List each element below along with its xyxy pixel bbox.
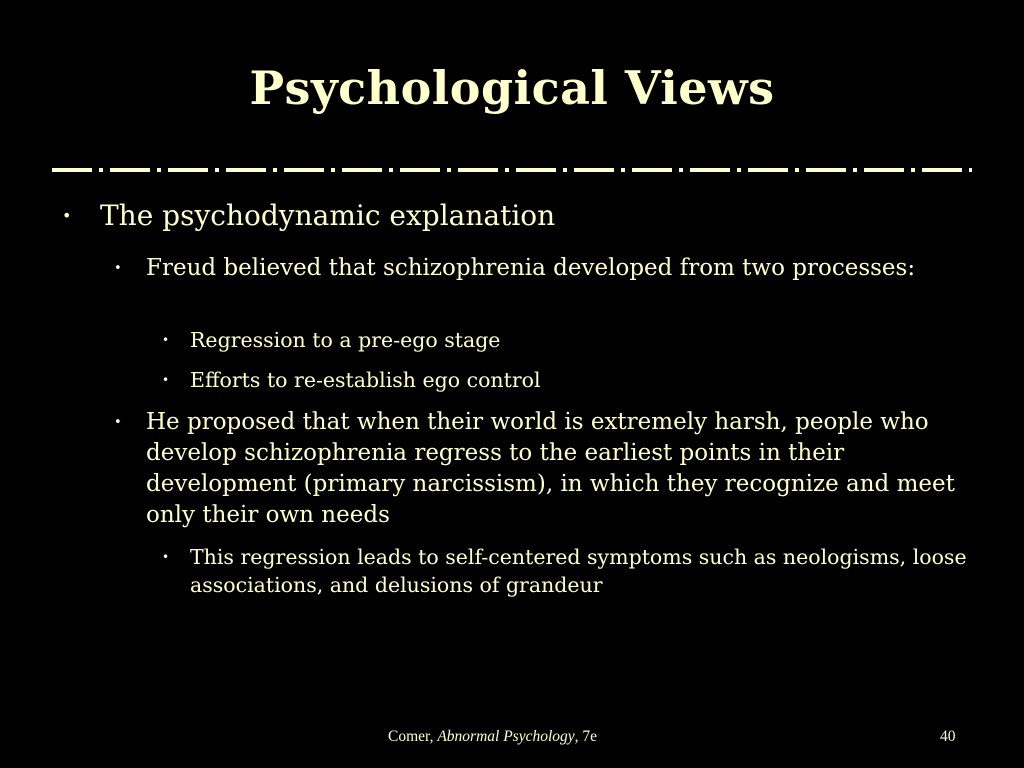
- divider-dash: [52, 168, 92, 172]
- divider-dash: [969, 168, 972, 172]
- divider-dot: [911, 168, 915, 172]
- bullet-marker: •: [162, 333, 170, 347]
- footer-edition: , 7e: [574, 728, 598, 745]
- footer-author: Comer,: [388, 728, 438, 745]
- divider-dash: [864, 168, 904, 172]
- divider-dot: [737, 168, 741, 172]
- divider-dash: [748, 168, 788, 172]
- dash-dot-line: [52, 163, 972, 175]
- divider-dot: [447, 168, 451, 172]
- divider-dot: [679, 168, 683, 172]
- divider-dot: [505, 168, 509, 172]
- divider-dash: [922, 168, 962, 172]
- divider-dot: [795, 168, 799, 172]
- bullet-marker: •: [162, 550, 170, 564]
- divider-dot: [389, 168, 393, 172]
- divider-dash: [458, 168, 498, 172]
- divider-dot: [215, 168, 219, 172]
- divider-dash: [400, 168, 440, 172]
- footer-book-title: Abnormal Psychology: [437, 728, 575, 745]
- title-divider: [52, 163, 972, 175]
- divider-dot: [621, 168, 625, 172]
- bullet-marker: •: [162, 373, 170, 387]
- bullet-text: Freud believed that schizophrenia developed from two processes:: [146, 255, 916, 281]
- bullet-text: He proposed that when their world is extremely harsh, people who develop schizophrenia regress to the earliest points in their development (primary narcissism), in which they recognize and meet only their own needs: [146, 409, 955, 528]
- bullet-text: Regression to a pre-ego stage: [190, 328, 501, 352]
- divider-dash: [226, 168, 266, 172]
- divider-dot: [157, 168, 161, 172]
- divider-dash: [632, 168, 672, 172]
- bullet-marker: •: [114, 261, 122, 276]
- bullet-item-level-3: [162, 366, 970, 394]
- bullet-text: This regression leads to self-centered symptoms such as neologisms, loose associations, and delusions of grandeur: [190, 545, 967, 597]
- divider-dot: [273, 168, 277, 172]
- divider-dash: [806, 168, 846, 172]
- bullet-item-level-1: [62, 198, 980, 234]
- divider-dash: [690, 168, 730, 172]
- divider-dot: [563, 168, 567, 172]
- bullet-item-level-2: [114, 407, 976, 531]
- divider-dash: [516, 168, 556, 172]
- divider-dot: [853, 168, 857, 172]
- bullet-text: The psychodynamic explanation: [100, 199, 556, 232]
- footer-citation: [388, 728, 597, 746]
- bullet-marker: •: [62, 206, 72, 225]
- bullet-item-level-3: [162, 326, 970, 354]
- page-number: 40: [940, 728, 956, 745]
- bullet-item-level-2: [114, 253, 976, 284]
- bullet-marker: •: [114, 415, 122, 430]
- slide-title: Psychological Views: [249, 61, 775, 115]
- bullet-text: Efforts to re-establish ego control: [190, 368, 541, 392]
- divider-dash: [284, 168, 324, 172]
- divider-dash: [574, 168, 614, 172]
- divider-dot: [99, 168, 103, 172]
- divider-dot: [331, 168, 335, 172]
- divider-dash: [168, 168, 208, 172]
- bullet-item-level-3: [162, 543, 970, 599]
- divider-dash: [342, 168, 382, 172]
- divider-dash: [110, 168, 150, 172]
